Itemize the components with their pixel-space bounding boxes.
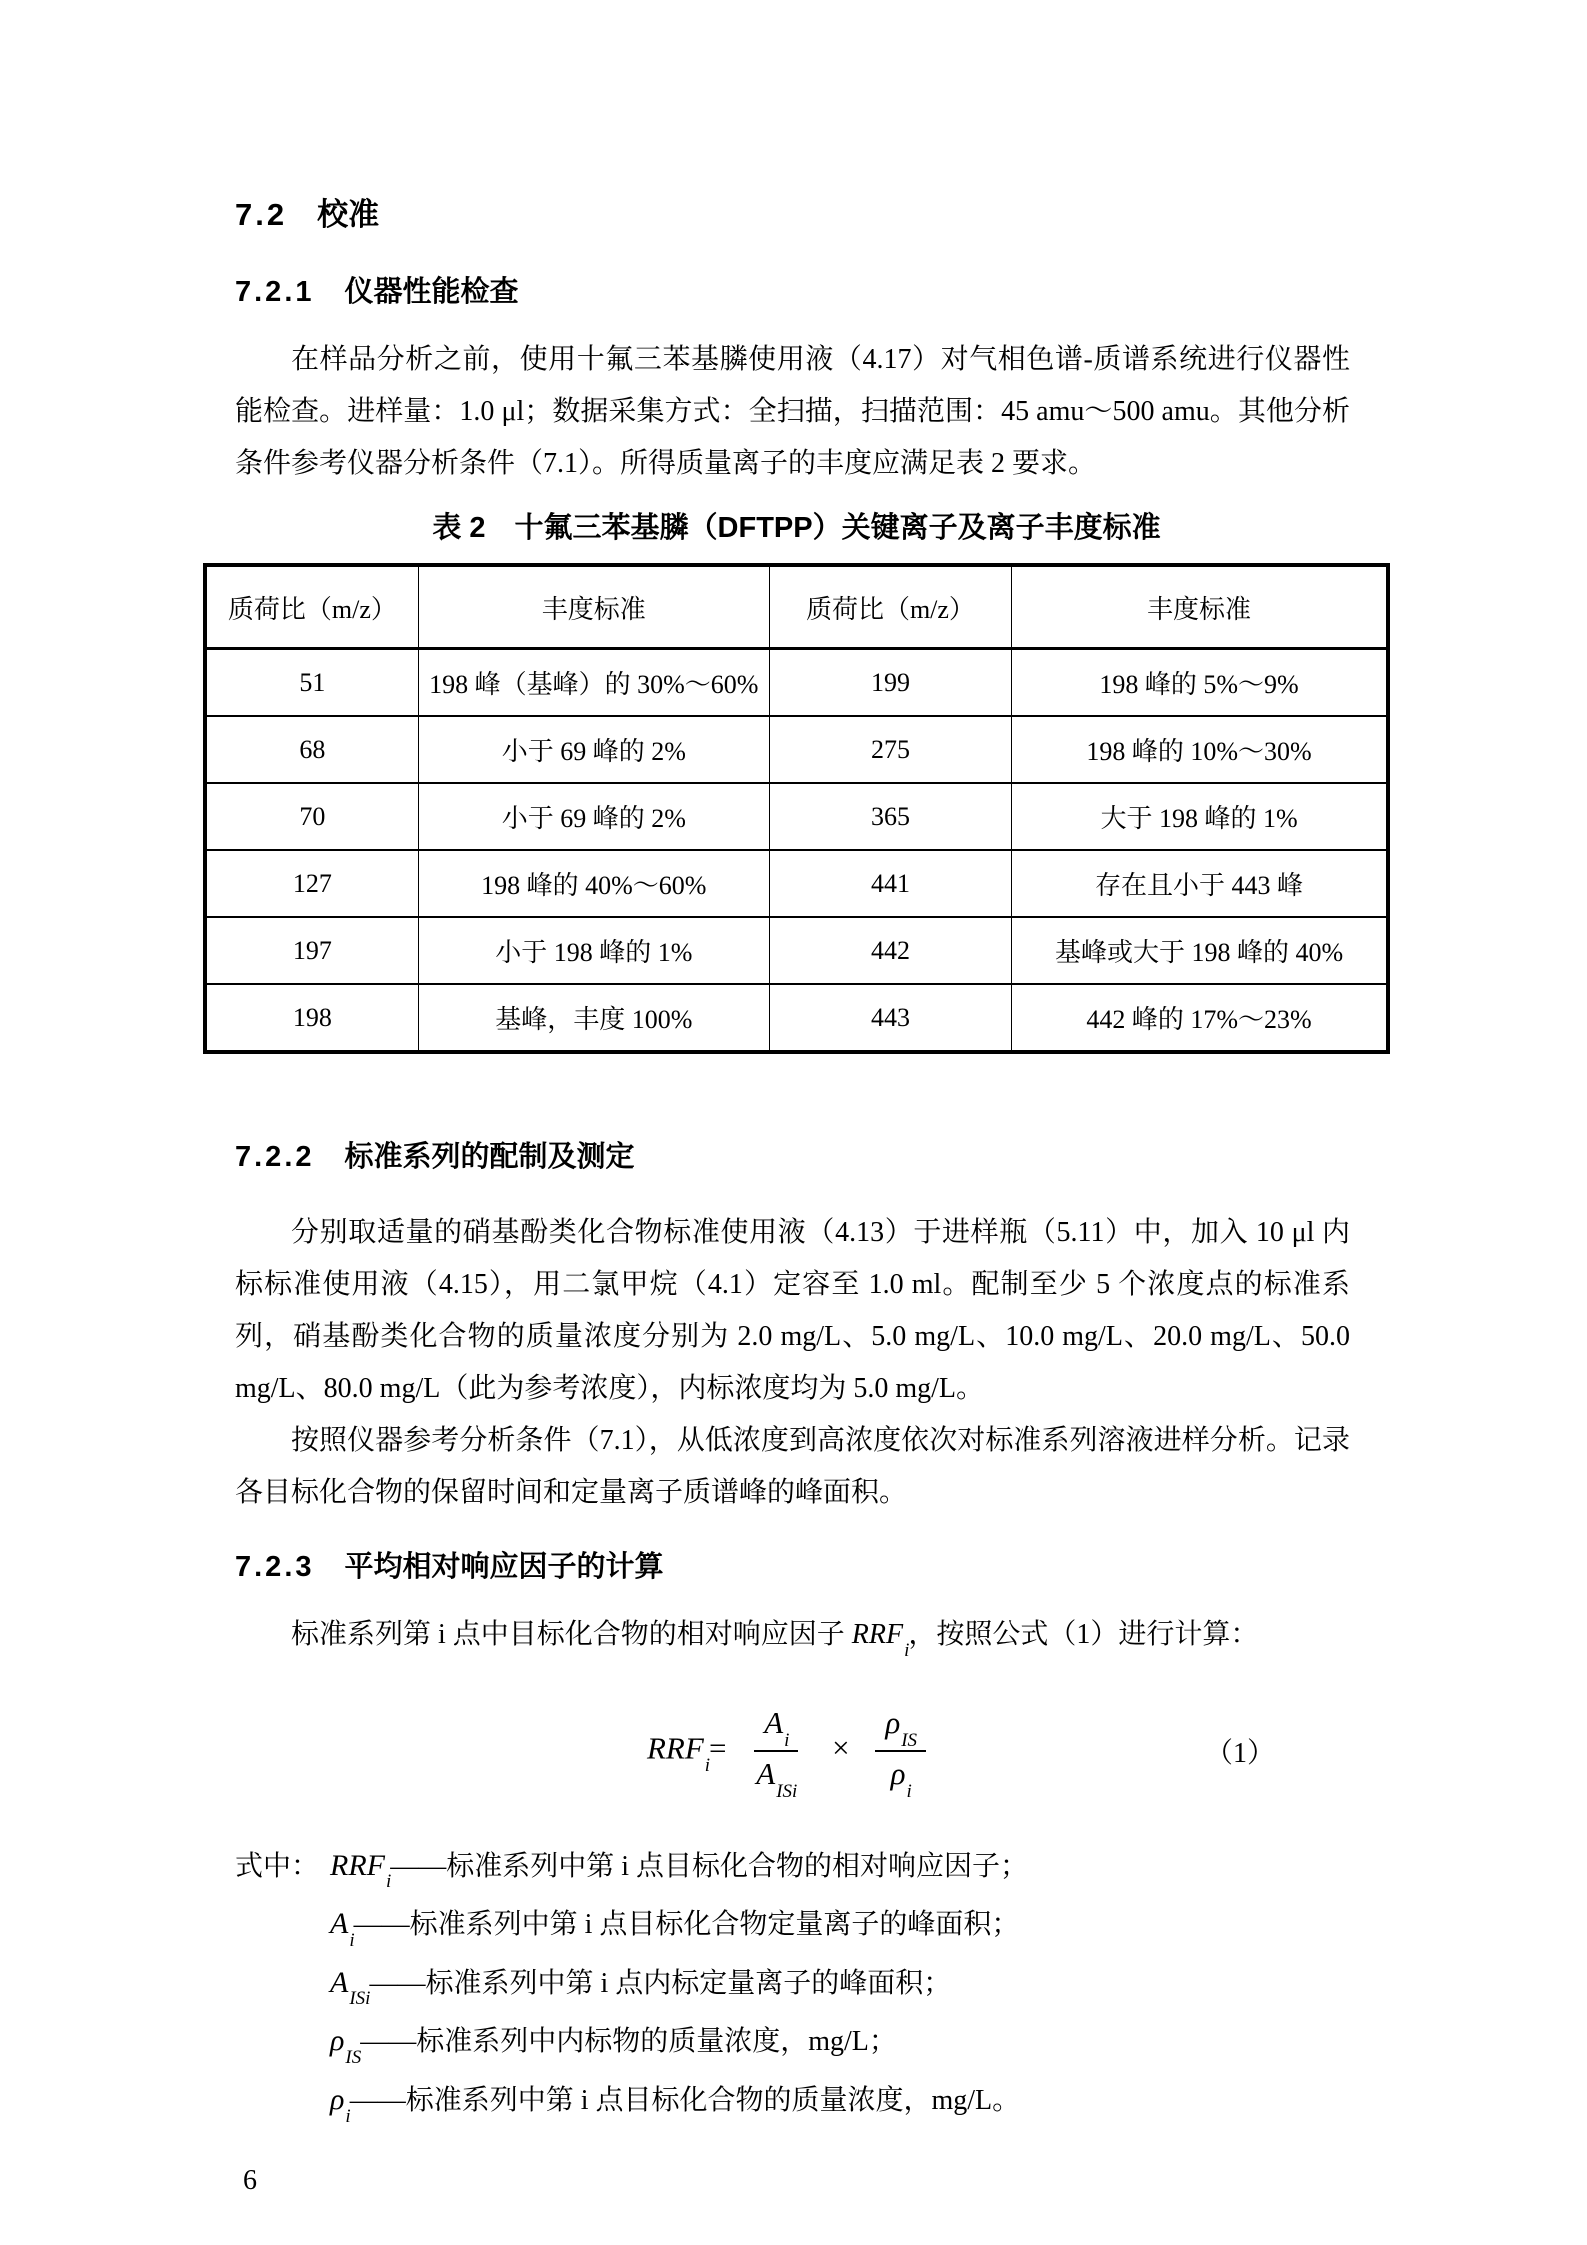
table-cell: 198 峰（基峰）的 30%～60% [418,649,769,717]
table-cell: 199 [769,649,1011,717]
table-cell: 51 [206,649,419,717]
dash: —— [369,1967,426,1999]
where-label: 式中： [235,1850,320,1882]
column-header: 质荷比（m/z） [769,566,1011,649]
equation-body [646,1704,938,1803]
section-number: 7.2.2 [235,1141,315,1173]
definition-row [235,1842,1350,1901]
table-cell: 441 [769,850,1011,917]
symbol: ρ [330,2082,345,2116]
paragraph-analysis-order: 按照仪器参考分析条件（7.1），从低浓度到高浓度依次对标准系列溶液进样分析。记录各目标化合物的保留时间和定量离子质谱峰的峰面积。 [235,1425,1350,1508]
definition-row [235,1959,1350,2018]
rrf-subscript: i [904,1639,910,1661]
table-cell: 小于 69 峰的 2% [418,716,769,783]
section-number: 7.2 [235,197,288,232]
symbol-subscript: i [385,1871,392,1893]
paragraph-rrf-intro [235,1609,1350,1671]
table-header-row [206,566,1388,649]
table-cell: 基峰或大于 198 峰的 40% [1012,917,1388,984]
definition-text: 标准系列中第 i 点目标化合物定量离子的峰面积； [409,1909,1020,1941]
symbol-subscript: i [345,2105,351,2127]
symbol-subscript: i [349,1929,355,1951]
table-cell: 198 峰的 5%～9% [1012,649,1388,717]
section-heading-7-2-3 [235,1549,1350,1585]
column-header: 质荷比（m/z） [206,566,419,649]
table-cell: 127 [206,850,419,917]
definition-text: 标准系列中第 i 点内标定量离子的峰面积； [425,1967,952,1999]
fraction-numerator [754,1705,798,1752]
table-cell: 442 [769,917,1011,984]
section-title: 仪器性能检查 [344,276,519,308]
symbol: ρ [330,2024,345,2058]
definition-item [330,2076,1020,2135]
table-row [206,850,1388,917]
table-row [206,649,1388,717]
a-symbol: A [764,1704,784,1740]
fraction-area [746,1704,806,1803]
column-header: 丰度标准 [418,566,769,649]
table-cell: 365 [769,783,1011,850]
definition-item [330,1842,1028,1901]
intro-text: ，按照公式（1）进行计算： [908,1619,1259,1650]
table-row [206,917,1388,984]
symbol: A [330,1965,349,1999]
definition-text: 标准系列中第 i 点目标化合物的相对响应因子； [446,1850,1029,1882]
table-cell: 基峰，丰度 100% [418,984,769,1052]
section-heading-7-2-2 [235,1139,1350,1175]
definition-item [330,1959,951,2018]
definition-row [235,2076,1350,2135]
table-cell: 442 峰的 17%～23% [1012,984,1388,1052]
definition-item [330,2017,897,2076]
section-title: 校准 [317,197,380,232]
rrf-symbol: RRF [646,1730,704,1766]
rho-symbol: ρ [890,1756,906,1792]
definition-row [235,2017,1350,2076]
table-cell: 198 峰的 40%～60% [418,850,769,917]
table-cell: 197 [206,917,419,984]
rrf-symbol: RRF [851,1619,904,1650]
table-cell: 198 [206,984,419,1052]
rho-subscript: IS [901,1730,918,1752]
page-number: 6 [243,2164,257,2196]
rho-subscript: i [906,1781,912,1803]
table-cell: 275 [769,716,1011,783]
table-row [206,716,1388,783]
dash: —— [353,1909,410,1941]
fraction-numerator [875,1705,926,1752]
table-cell: 小于 198 峰的 1% [418,917,769,984]
a-symbol: A [756,1756,776,1792]
column-header: 丰度标准 [1012,566,1388,649]
dash: —— [360,2026,417,2058]
dash: —— [349,2084,406,2116]
section-title: 平均相对响应因子的计算 [344,1551,664,1583]
section-number: 7.2.1 [235,276,315,308]
table-cell: 70 [206,783,419,850]
table-cell: 443 [769,984,1011,1052]
table-cell: 存在且小于 443 峰 [1012,850,1388,917]
table-row [206,984,1388,1052]
symbol: RRF [330,1848,385,1882]
dftpp-ion-table [204,564,1389,1053]
dash: —— [390,1850,447,1882]
definition-row [235,1900,1350,1959]
fraction-concentration [875,1704,926,1803]
equation-1 [235,1689,1350,1814]
symbol-definitions [235,1842,1350,2135]
symbol: A [330,1907,349,1941]
fraction-denominator [746,1752,806,1803]
table-cell: 小于 69 峰的 2% [418,783,769,850]
table-caption: 表 2 十氟三苯基膦（DFTPP）关键离子及离子丰度标准 [432,512,1161,544]
fraction-denominator [881,1752,921,1803]
section-number: 7.2.3 [235,1551,315,1583]
definition-text: 标准系列中第 i 点目标化合物的质量浓度，mg/L。 [405,2084,1021,2116]
section-title: 标准系列的配制及测定 [344,1141,635,1173]
symbol-subscript: IS [345,2046,362,2068]
equals-sign: = [709,1730,727,1766]
paragraph-standard-series: 分别取适量的硝基酚类化合物标准使用液（4.13）于进样瓶（5.11）中，加入 10 μl 内标标准使用液（4.15），用二氯甲烷（4.1）定容至 1.0 ml。配制至少 5 个浓度点的标准系列，硝基酚类化合物的质量浓度分别为 2.0 mg/L、5.0 mg/L、10.0 mg/L、20.0 mg/L、50.0 mg/L、80.0 mg/L（此为参考浓度），内标浓度均为 5.0 mg/L。 [235,1217,1350,1404]
table-cell: 大于 198 峰的 1% [1012,783,1388,850]
table-row [206,783,1388,850]
intro-text: 标准系列第 i 点中目标化合物的相对响应因子 [291,1619,852,1650]
definition-text: 标准系列中内标物的质量浓度，mg/L； [416,2026,897,2058]
a-subscript: ISi [776,1781,798,1803]
rho-symbol: ρ [885,1704,901,1740]
equation-number: （1） [1204,1738,1275,1770]
table-cell: 68 [206,716,419,783]
table-cell: 198 峰的 10%～30% [1012,716,1388,783]
definition-item [330,1900,1019,1959]
section-heading-7-2 [235,196,1350,234]
symbol-subscript: ISi [349,1988,371,2010]
paragraph-instrument-check: 在样品分析之前，使用十氟三苯基膦使用液（4.17）对气相色谱-质谱系统进行仪器性能检查。进样量：1.0 μl；数据采集方式：全扫描，扫描范围：45 amu～500 amu。其他分析条件参考仪器分析条件（7.1）。所得质量离子的丰度应满足表 2 要求。 [235,344,1350,479]
multiplication-sign: × [832,1730,850,1766]
section-heading-7-2-1 [235,274,1350,310]
rrf-subscript: i [704,1755,711,1777]
a-subscript: i [784,1730,790,1752]
